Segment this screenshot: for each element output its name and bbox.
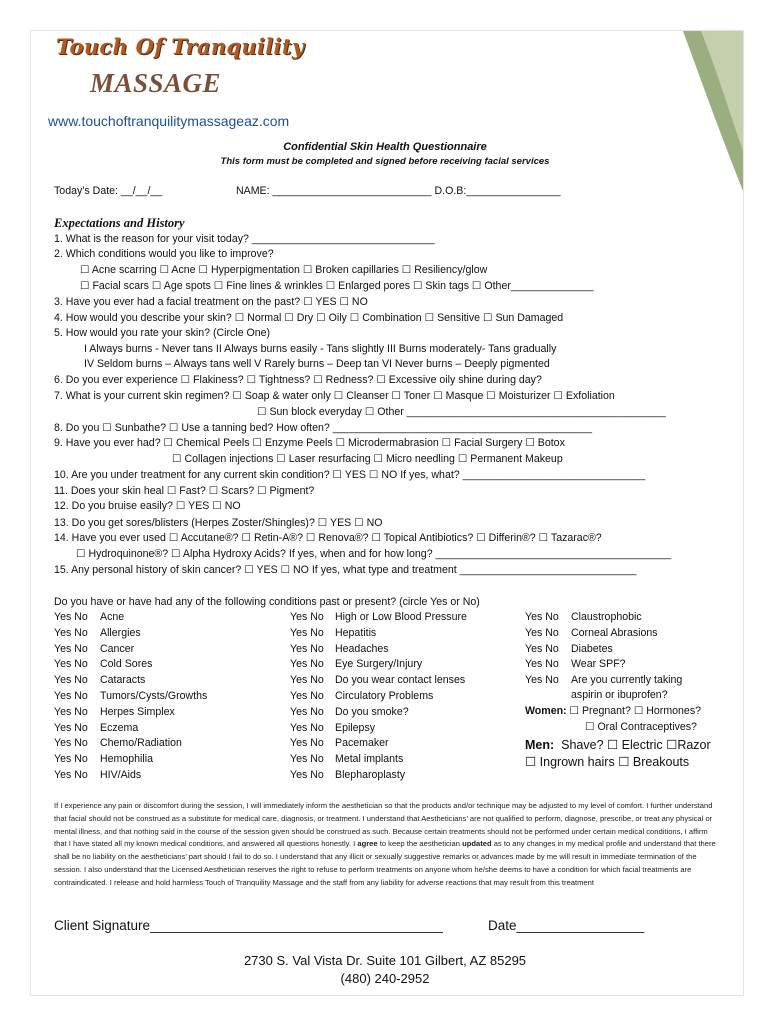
- consent-paragraph: [54, 800, 718, 890]
- condition-label: HIV/Aids: [100, 769, 142, 781]
- yes-no-choice[interactable]: Yes No: [525, 611, 559, 623]
- condition-label: Cataracts: [100, 674, 146, 687]
- condition-label: Eye Surgery/Injury: [335, 658, 423, 671]
- yes-no-choice[interactable]: Yes No: [290, 705, 324, 718]
- condition-label: Pacemaker: [335, 737, 389, 750]
- question-line[interactable]: 1. What is the reason for your visit today? _______________________________: [54, 233, 435, 245]
- signature-date-line[interactable]: _________________: [516, 918, 645, 933]
- men-label: Men:: [525, 738, 555, 752]
- condition-label: Hemophilia: [100, 753, 153, 766]
- client-signature-line[interactable]: _______________________________________: [150, 918, 443, 933]
- question-options[interactable]: ☐ Sun block everyday ☐ Other ____________________________________________: [257, 406, 666, 418]
- question-line[interactable]: 8. Do you ☐ Sunbathe? ☐ Use a tanning bed? How often? ____________________________________________: [54, 422, 592, 434]
- condition-label: Herpes Simplex: [100, 705, 175, 718]
- question-line[interactable]: 15. Any personal history of skin cancer? ☐ YES ☐ NO If yes, what type and treatment ______________________________: [54, 564, 637, 576]
- yes-no-choice[interactable]: Yes No: [54, 721, 88, 734]
- yes-no-choice[interactable]: Yes No: [54, 690, 88, 702]
- yes-no-choice[interactable]: Yes No: [54, 753, 88, 766]
- condition-label: Claustrophobic: [571, 611, 642, 623]
- client-signature-field[interactable]: [54, 918, 443, 933]
- form-subtitle: This form must be completed and signed before receiving facial services: [220, 156, 550, 167]
- yes-no-choice[interactable]: Yes No: [54, 642, 88, 655]
- question-line[interactable]: 4. How would you describe your skin? ☐ Normal ☐ Dry ☐ Oily ☐ Combination ☐ Sensitive ☐ Sun Damaged: [54, 312, 564, 324]
- footer-address: 2730 S. Val Vista Dr. Suite 101 Gilbert, AZ 85295: [243, 953, 527, 968]
- question-line[interactable]: 11. Does your skin heal ☐ Fast? ☐ Scars? ☐ Pigment?: [54, 485, 315, 497]
- women-options[interactable]: ☐ Pregnant? ☐ Hormones?: [569, 705, 702, 717]
- question-options[interactable]: ☐ Hydroquinone®? ☐ Alpha Hydroxy Acids? If yes, when and for how long? ________________________________________: [76, 548, 672, 560]
- condition-label: Corneal Abrasions: [571, 626, 658, 639]
- yes-no-choice[interactable]: Yes No: [54, 705, 88, 718]
- signature-date-label: Date: [488, 918, 517, 933]
- question-line[interactable]: 7. What is your current skin regimen? ☐ Soap & water only ☐ Cleanser ☐ Toner ☐ Masque ☐ Moisturizer ☐ Exfoliation: [54, 390, 615, 402]
- condition-label: Epilepsy: [335, 721, 376, 734]
- condition-label: Diabetes: [571, 642, 613, 655]
- condition-label: Tumors/Cysts/Growths: [100, 690, 208, 702]
- signature-date-field[interactable]: [488, 918, 644, 933]
- condition-label: Blepharoplasty: [335, 769, 406, 781]
- yes-no-choice[interactable]: Yes No: [54, 626, 88, 639]
- yes-no-choice[interactable]: Yes No: [290, 721, 324, 734]
- women-row[interactable]: [525, 705, 701, 717]
- question-line[interactable]: 12. Do you bruise easily? ☐ YES ☐ NO: [54, 500, 241, 512]
- question-line[interactable]: 6. Do you ever experience ☐ Flakiness? ☐ Tightness? ☐ Redness? ☐ Excessive oily shine during day?: [54, 374, 542, 386]
- yes-no-choice[interactable]: Yes No: [54, 674, 88, 687]
- consent-updated: updated: [462, 839, 492, 849]
- yes-no-choice[interactable]: Yes No: [54, 611, 88, 623]
- skin-type-options[interactable]: IV Seldom burns – Always tans well V Rarely burns – Deep tan VI Never burns – Deeply pigmented: [84, 358, 550, 370]
- condition-label: Allergies: [100, 626, 141, 639]
- yes-no-choice[interactable]: Yes No: [525, 674, 559, 687]
- question-line: 5. How would you rate your skin? (Circle One): [54, 327, 271, 339]
- question-line[interactable]: 13. Do you get sores/blisters (Herpes Zoster/Shingles)? ☐ YES ☐ NO: [54, 517, 383, 529]
- date-field[interactable]: Today’s Date: __/__/__: [54, 185, 163, 197]
- logo-line1: Touch Of Tranquility: [56, 34, 305, 59]
- condition-label: Cancer: [100, 642, 135, 655]
- condition-label: Circulatory Problems: [335, 690, 434, 702]
- condition-label: Do you smoke?: [335, 705, 409, 718]
- consent-text: as to any changes in my medical profile and understand that there shall be no liability on the aestheticians’ part should I fail to do so. I understand that any illicit or sexually suggestive remarks or advances made by me will result in immediate termination of the session. I also understand that the Licensed Aesthetician reserves the right to refuse to perform treatments on anyone whom he/she deems to have a condition for which facial treatments are contraindicated. I release and hold harmless Touch of Tranquility Massage and the staff from any liability for adverse reactions that may result from this treatment: [54, 839, 716, 887]
- yes-no-choice[interactable]: Yes No: [290, 769, 324, 781]
- yes-no-choice[interactable]: Yes No: [525, 626, 559, 639]
- yes-no-choice[interactable]: Yes No: [54, 658, 88, 671]
- men-row[interactable]: [525, 737, 711, 752]
- question-options[interactable]: ☐ Collagen injections ☐ Laser resurfacing ☐ Micro needling ☐ Permanent Makeup: [172, 453, 563, 465]
- yes-no-choice[interactable]: Yes No: [54, 769, 88, 781]
- men-options-2[interactable]: ☐ Ingrown hairs ☐ Breakouts: [525, 755, 690, 769]
- consent-agree: agree: [357, 839, 378, 849]
- name-dob-field[interactable]: NAME: ___________________________ D.O.B:________________: [236, 185, 561, 197]
- question-line: 2. Which conditions would you like to improve?: [54, 248, 274, 260]
- question-line[interactable]: 3. Have you ever had a facial treatment on the past? ☐ YES ☐ NO: [54, 296, 368, 308]
- condition-label: Acne: [100, 611, 125, 623]
- question-line[interactable]: 9. Have you ever had? ☐ Chemical Peels ☐ Enzyme Peels ☐ Microdermabrasion ☐ Facial Surgery ☐ Botox: [54, 437, 565, 449]
- women-options-2[interactable]: ☐ Oral Contraceptives?: [585, 721, 697, 733]
- yes-no-choice[interactable]: Yes No: [290, 611, 324, 623]
- condition-label: Eczema: [100, 721, 139, 734]
- client-signature-label: Client Signature: [54, 918, 151, 933]
- condition-label: Headaches: [335, 642, 389, 655]
- yes-no-choice[interactable]: Yes No: [290, 674, 324, 687]
- question-line[interactable]: 10. Are you under treatment for any current skin condition? ☐ YES ☐ NO If yes, what? _______________________________: [54, 469, 646, 481]
- logo-line2: MASSAGE: [90, 68, 222, 98]
- condition-label: High or Low Blood Pressure: [335, 611, 467, 623]
- yes-no-choice[interactable]: Yes No: [290, 642, 324, 655]
- condition-label: Metal implants: [335, 753, 404, 766]
- men-options[interactable]: Shave? ☐ Electric ☐Razor: [561, 738, 711, 752]
- question-line[interactable]: 14. Have you ever used ☐ Accutane®? ☐ Retin-A®? ☐ Renova®? ☐ Topical Antibiotics? ☐ Differin®? ☐ Tazarac®?: [54, 532, 602, 544]
- conditions-prompt: Do you have or have had any of the following conditions past or present? (circle Yes or No): [54, 596, 480, 608]
- yes-no-choice[interactable]: Yes No: [290, 626, 324, 639]
- yes-no-choice[interactable]: Yes No: [54, 737, 88, 750]
- skin-type-options[interactable]: I Always burns - Never tans II Always burns easily - Tans slightly III Burns moderately- Tans gradually: [84, 343, 557, 355]
- consent-text: to keep the aesthetician: [377, 839, 463, 849]
- yes-no-choice[interactable]: Yes No: [290, 737, 324, 750]
- condition-label: Hepatitis: [335, 626, 377, 639]
- condition-label: Chemo/Radiation: [100, 737, 182, 750]
- yes-no-choice[interactable]: Yes No: [290, 658, 324, 671]
- yes-no-choice[interactable]: Yes No: [525, 658, 559, 671]
- condition-label: Cold Sores: [100, 658, 153, 671]
- yes-no-choice[interactable]: Yes No: [290, 753, 324, 766]
- yes-no-choice[interactable]: Yes No: [525, 642, 559, 655]
- footer-phone: (480) 240-2952: [340, 971, 430, 986]
- question-options[interactable]: ☐ Facial scars ☐ Age spots ☐ Fine lines & wrinkles ☐ Enlarged pores ☐ Skin tags ☐ Other______________: [80, 280, 594, 292]
- question-options[interactable]: ☐ Acne scarring ☐ Acne ☐ Hyperpigmentation ☐ Broken capillaries ☐ Resiliency/glow: [80, 264, 488, 276]
- aspirin-text: aspirin or ibuprofen?: [571, 689, 668, 701]
- condition-label: Are you currently taking: [571, 674, 683, 687]
- website-link[interactable]: www.touchoftranquilitymassageaz.com: [48, 113, 290, 129]
- yes-no-choice[interactable]: Yes No: [290, 690, 324, 702]
- form-title: Confidential Skin Health Questionnaire: [283, 141, 487, 153]
- women-label: Women:: [525, 705, 567, 717]
- consent-text: If I experience any pain or discomfort during the session, I will immediately inform the aesthetician so that the products and/or technique may be adjusted to my level of comfort. I further understand that facial should not be construed as a substitute for medical care, diagnosis, or treatment. I understand that Aestheticians’ are not qualified to perform, diagnose, prescribe, or treat any physical or mental illness, and that nothing said in the course of the session given should be construed as such. Because certain treatments should not be performed under certain medical conditions, I affirm that I have stated all my known medical conditions, and answered all questions honestly. I: [54, 801, 713, 849]
- section-heading: Expectations and History: [54, 216, 185, 230]
- decorative-swoosh: [683, 31, 743, 191]
- condition-label: Do you wear contact lenses: [335, 674, 466, 687]
- condition-label: Wear SPF?: [571, 658, 626, 671]
